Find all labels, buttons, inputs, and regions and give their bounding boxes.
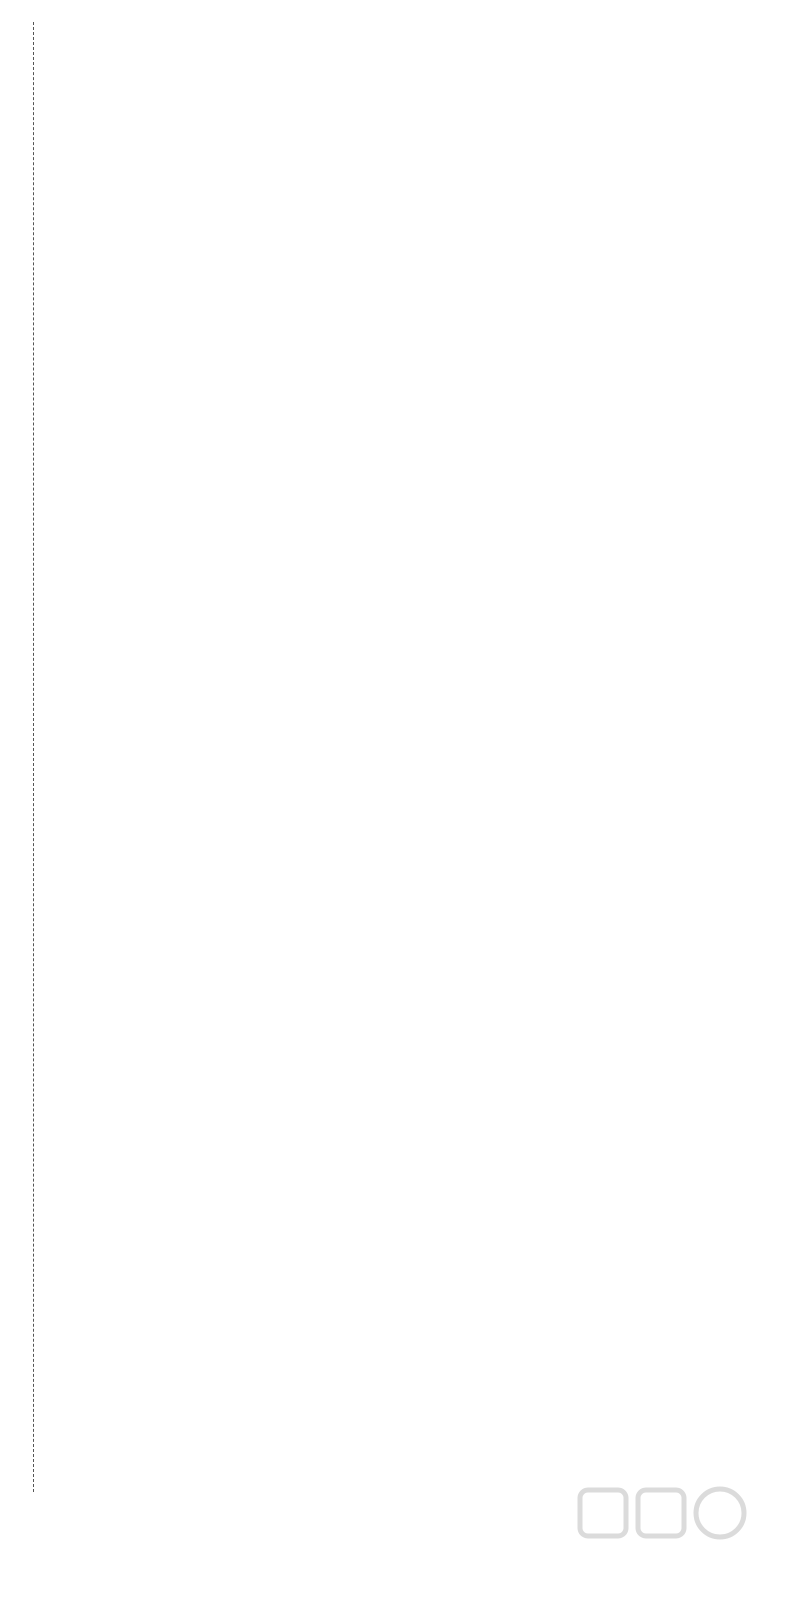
section10-part2-line8 [56, 257, 716, 289]
week9-s8c [56, 770, 716, 802]
section10-part2-line4 [56, 131, 716, 163]
week10-s8a [56, 1380, 716, 1412]
week10-title [56, 1053, 716, 1097]
week10-s5b [56, 1285, 716, 1317]
watermark-logo-icon [572, 1482, 757, 1592]
section11-line [56, 320, 716, 352]
section10-part2-line9 [56, 288, 716, 320]
week9-s3 [56, 455, 716, 487]
section10-part2-line1 [56, 36, 716, 68]
section10-part2-line2 [56, 68, 716, 100]
section10-part2-line6 [56, 194, 716, 226]
week10-s5a [56, 1254, 716, 1286]
week9-s9d [56, 896, 716, 928]
week10-s8b [56, 1411, 716, 1443]
week9-s6b [56, 581, 716, 613]
week9-s11 [56, 1022, 716, 1054]
week10-s1 [56, 1097, 716, 1129]
week9-s9c [56, 864, 716, 896]
week9-s6d [56, 644, 716, 676]
week9-s6c [56, 612, 716, 644]
week9-s8a [56, 707, 716, 739]
section10-part2-line7 [56, 225, 716, 257]
week9-s9b [56, 833, 716, 865]
week10-s6 [56, 1317, 716, 1349]
week10-s2 [56, 1129, 716, 1161]
section10-part2-line3 [56, 99, 716, 131]
week9-s10c [56, 990, 716, 1022]
week9-s4 [56, 486, 716, 518]
week9-s10a [56, 927, 716, 959]
week9-s1 [56, 395, 716, 427]
week9-s8b [56, 738, 716, 770]
week9-s6a [56, 549, 716, 581]
week10-s7 [56, 1348, 716, 1380]
week9-title [56, 351, 716, 395]
week10-s4 [56, 1222, 716, 1254]
section10-part2-line5 [56, 162, 716, 194]
week9-s5 [56, 518, 716, 550]
week10-s3 [56, 1160, 716, 1222]
week9-s2 [56, 427, 716, 455]
week9-s9a [56, 801, 716, 833]
week9-s7 [56, 675, 716, 707]
answer-page [56, 36, 716, 1443]
week9-s10b [56, 959, 716, 991]
margin-dashed-line [33, 22, 34, 1492]
